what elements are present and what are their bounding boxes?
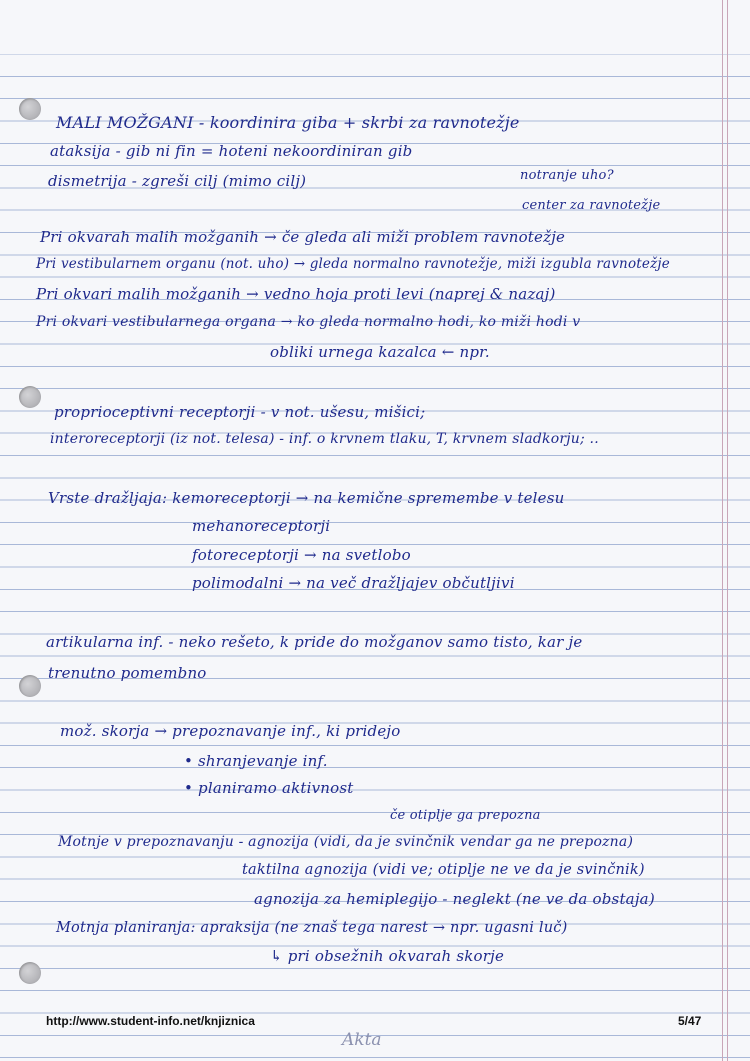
right-margin-line-2 [727,0,728,1061]
note-line: Motnja planiranja: apraksija (ne znaš tega narest → npr. ugasni luč) [56,920,568,936]
note-line: mož. skorja → prepoznavanje inf., ki pridejo [60,722,401,740]
note-line: ↳ pri obsežnih okvarah skorje [270,947,505,965]
right-margin-line [722,0,723,1061]
page-header-margin [0,0,750,54]
note-line: Motnje v prepoznavanju - agnozija (vidi, da je svinčnik vendar ga ne prepozna) [58,834,634,850]
note-line: Pri okvari malih možganih → vedno hoja proti levi (naprej & nazaj) [36,285,556,303]
note-line: dismetrija - zgreši cilj (mimo cilj) [48,172,307,190]
note-line: taktilna agnozija (vidi ve; otiplje ne ve da je svinčnik) [242,862,645,878]
punch-hole [19,386,41,408]
note-line: Vrste dražljaja: kemoreceptorji → na kemične spremembe v telesu [48,489,565,507]
note-line: artikularna inf. - neko rešeto, k pride do možganov samo tisto, kar je [46,633,583,651]
note-line: obliki urnega kazalca ← npr. [270,343,490,361]
note-line: proprioceptivni receptorji - v not. ušesu, mišici; [54,403,426,421]
note-line: agnozija za hemiplegijo - neglekt (ne ve da obstaja) [254,890,655,908]
note-line: MALI MOŽGANI - koordinira giba + skrbi za ravnotežje [56,113,520,132]
note-line: trenutno pomembno [48,664,207,682]
punch-hole [19,98,41,120]
note-line: če otiplje ga prepozna [390,808,541,823]
note-line: • planiramo aktivnost [184,779,354,797]
brand-logo: Akta [342,1030,382,1050]
note-line: ataksija - gib ni fin = hoteni nekoordiniran gib [50,142,413,160]
punch-hole [19,675,41,697]
side-note: notranje uho? [520,168,614,183]
punch-hole [19,962,41,984]
note-line: fotoreceptorji → na svetlobo [192,546,411,564]
note-line: Pri okvarah malih možganih → če gleda ali miži problem ravnotežje [40,228,566,246]
note-line: mehanoreceptorji [192,517,331,535]
note-line: Pri vestibularnem organu (not. uho) → gleda normalno ravnotežje, miži izgubla ravnotežje [36,256,670,272]
note-line: Pri okvari vestibularnega organa → ko gleda normalno hodi, ko miži hodi v [36,314,581,330]
note-line: interoreceptorji (iz not. telesa) - inf. o krvnem tlaku, T, krvnem sladkorju; .. [50,431,599,447]
side-note: center za ravnotežje [522,198,661,213]
page-number: 5/47 [678,1014,702,1028]
note-line: • shranjevanje inf. [184,752,328,770]
note-line: polimodalni → na več dražljajev občutljivi [192,574,515,592]
footer-url[interactable]: http://www.student-info.net/knjiznica [46,1014,255,1028]
